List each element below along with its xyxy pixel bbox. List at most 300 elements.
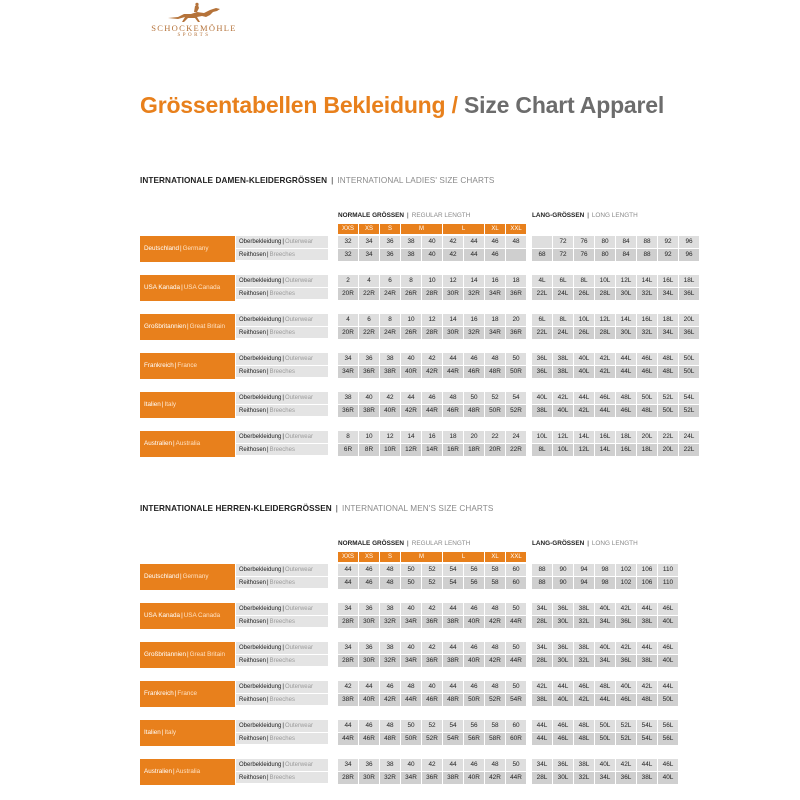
long-length-heading <box>532 540 638 547</box>
size-cell: 38L <box>574 603 594 615</box>
long-values-breeches <box>532 249 700 262</box>
size-header-xl: XL <box>485 224 506 234</box>
size-cell: 20R <box>338 288 358 300</box>
size-cell: 46 <box>464 642 484 654</box>
country-name-separator: | <box>187 323 189 330</box>
size-cell: 38 <box>401 236 421 248</box>
size-cell: 88 <box>532 564 552 576</box>
country-name-de: Italien <box>144 729 161 736</box>
size-cell: 14L <box>616 314 636 326</box>
size-cell: 16R <box>443 444 463 456</box>
country-name-de: Frankreich <box>144 362 174 369</box>
size-cell: 90 <box>553 577 573 589</box>
size-cell: 36R <box>422 616 442 628</box>
outerwear-label-separator: | <box>282 606 284 612</box>
outerwear-label-de: Oberbekleidung <box>239 434 282 440</box>
breeches-label-en: Breeches <box>269 447 295 453</box>
size-cell: 26R <box>401 327 421 339</box>
row-labels <box>236 564 328 589</box>
size-cell: 34R <box>338 366 358 378</box>
size-cell: 38R <box>443 616 463 628</box>
size-cell: 80 <box>595 236 615 248</box>
size-cell: 18L <box>658 314 678 326</box>
size-cell: 54L <box>637 720 657 732</box>
size-cell: 50L <box>637 392 657 404</box>
outerwear-label-separator: | <box>282 434 284 440</box>
long-values-breeches <box>532 577 679 590</box>
country-row <box>140 564 700 590</box>
size-cell: 50 <box>506 759 526 771</box>
size-cell: 18 <box>485 314 505 326</box>
outerwear-label-en: Outerwear <box>284 356 313 362</box>
size-cell: 48L <box>595 681 615 693</box>
page-title <box>140 92 664 119</box>
size-cell: 18 <box>506 275 526 287</box>
country-label <box>140 720 235 746</box>
size-cell: 50 <box>506 681 526 693</box>
breeches-label <box>236 655 328 667</box>
size-cell: 38R <box>443 772 463 784</box>
country-name-de: USA Kanada <box>144 284 181 291</box>
outerwear-label <box>236 431 328 444</box>
size-cell: 32R <box>464 327 484 339</box>
size-cell: 40L <box>658 772 678 784</box>
size-cell: 44L <box>658 681 678 693</box>
size-cell: 46 <box>359 720 379 732</box>
long-length-separator: | <box>587 540 589 547</box>
size-cell: 44L <box>616 353 636 365</box>
size-cell: 36 <box>380 249 400 261</box>
size-cell: 44R <box>401 694 421 706</box>
outerwear-label <box>236 392 328 405</box>
outerwear-label <box>236 275 328 288</box>
size-cell: 30L <box>553 616 573 628</box>
size-cell: 32R <box>380 772 400 784</box>
size-cell: 40R <box>359 694 379 706</box>
regular-values-outerwear <box>338 603 527 616</box>
size-cell: 36L <box>616 655 636 667</box>
size-cell: 60 <box>506 720 526 732</box>
outerwear-label-en: Outerwear <box>284 239 313 245</box>
size-cell: 16L <box>616 444 636 456</box>
size-cell: 40R <box>464 655 484 667</box>
size-cell: 38 <box>401 249 421 261</box>
outerwear-label-en: Outerwear <box>284 684 313 690</box>
breeches-label-en: Breeches <box>269 619 295 625</box>
breeches-label-en: Breeches <box>269 697 295 703</box>
size-cell: 22L <box>658 431 678 443</box>
size-cell: 14L <box>595 444 615 456</box>
size-cell: 44R <box>506 616 526 628</box>
size-cell: 56L <box>658 720 678 732</box>
country-row <box>140 275 700 301</box>
size-cell: 42L <box>637 681 657 693</box>
size-cell: 110 <box>658 577 678 589</box>
size-cell: 22R <box>359 327 379 339</box>
size-cell: 50 <box>401 577 421 589</box>
size-cell: 26R <box>401 288 421 300</box>
size-cell: 40 <box>359 392 379 404</box>
breeches-label-separator: | <box>267 447 269 453</box>
size-cell: 28R <box>338 655 358 667</box>
long-values-outerwear <box>532 681 679 694</box>
brand-logo <box>140 2 248 42</box>
size-cell: 6 <box>380 275 400 287</box>
size-cell: 46 <box>464 353 484 365</box>
outerwear-label <box>236 353 328 366</box>
country-name-en: Germany <box>182 573 209 580</box>
regular-length-separator: | <box>407 540 409 547</box>
size-cell: 46L <box>574 681 594 693</box>
country-name-de: Italien <box>144 401 161 408</box>
section-heading-separator: | <box>335 504 339 513</box>
size-cell: 48 <box>401 681 421 693</box>
size-cell: 42 <box>422 603 442 615</box>
size-cell: 36L <box>532 366 552 378</box>
long-values <box>532 431 700 457</box>
breeches-label-en: Breeches <box>269 252 295 258</box>
long-values-breeches <box>532 405 700 418</box>
size-cell: 72 <box>553 249 573 261</box>
country-name-de: Deutschland <box>144 573 180 580</box>
size-cell: 54R <box>506 694 526 706</box>
regular-length-en: REGULAR LENGTH <box>411 540 471 547</box>
long-length-de: LANG-GRÖSSEN <box>532 212 585 219</box>
country-label <box>140 681 235 707</box>
size-cell: 44 <box>443 603 463 615</box>
outerwear-label-de: Oberbekleidung <box>239 278 282 284</box>
size-cell: 38 <box>380 759 400 771</box>
size-cell: 40R <box>401 366 421 378</box>
size-cell: 42 <box>380 392 400 404</box>
long-values <box>532 275 700 301</box>
outerwear-label-de: Oberbekleidung <box>239 762 282 768</box>
regular-values-outerwear <box>338 642 527 655</box>
size-cell: 46 <box>464 603 484 615</box>
size-cell: 84 <box>616 249 636 261</box>
size-cell: 40 <box>422 249 442 261</box>
size-cell: 40L <box>616 681 636 693</box>
breeches-label <box>236 616 328 628</box>
country-label <box>140 236 235 262</box>
outerwear-label-separator: | <box>282 278 284 284</box>
regular-values <box>338 353 527 379</box>
country-name-separator: | <box>161 729 164 736</box>
size-cell: 44L <box>574 392 594 404</box>
row-labels <box>236 642 328 667</box>
breeches-label-separator: | <box>267 580 269 586</box>
size-cell: 28R <box>422 288 442 300</box>
country-name-en: Germany <box>182 245 209 252</box>
size-cell: 30R <box>443 288 463 300</box>
outerwear-label-en: Outerwear <box>284 395 313 401</box>
size-cell: 44 <box>338 577 358 589</box>
regular-values-outerwear <box>338 314 527 327</box>
long-values-outerwear <box>532 720 679 733</box>
size-cell: 58 <box>485 720 505 732</box>
size-cell: 48 <box>485 681 505 693</box>
outerwear-label-separator: | <box>282 567 284 573</box>
size-cell: 14L <box>637 275 657 287</box>
size-cell: 36L <box>679 288 699 300</box>
size-cell: 4 <box>359 275 379 287</box>
size-cell: 4 <box>338 314 358 326</box>
size-cell: 34L <box>532 642 552 654</box>
size-cell: 46L <box>658 759 678 771</box>
size-cell: 48L <box>616 392 636 404</box>
size-cell: 52R <box>422 733 442 745</box>
size-cell: 94 <box>574 577 594 589</box>
outerwear-label-de: Oberbekleidung <box>239 356 282 362</box>
size-header-bar <box>338 224 527 234</box>
regular-values-breeches <box>338 694 527 707</box>
size-cell: 10L <box>574 314 594 326</box>
size-cell: 34L <box>595 772 615 784</box>
size-cell: 28R <box>338 616 358 628</box>
country-name-de: Großbritannien <box>144 651 186 658</box>
size-cell: 54R <box>443 733 463 745</box>
size-cell: 50 <box>506 603 526 615</box>
section-heading-de: INTERNATIONALE DAMEN-KLEIDERGRÖSSEN <box>140 176 328 185</box>
country-name-separator: | <box>180 573 182 580</box>
outerwear-label <box>236 759 328 772</box>
country-row <box>140 720 700 746</box>
row-labels <box>236 353 328 378</box>
regular-values <box>338 681 527 707</box>
size-cell: 12L <box>574 444 594 456</box>
size-cell: 38L <box>637 772 657 784</box>
size-cell: 36R <box>338 405 358 417</box>
size-cell: 14 <box>443 314 463 326</box>
size-cell: 54 <box>443 564 463 576</box>
regular-values <box>338 603 527 629</box>
regular-values <box>338 314 527 340</box>
size-cell: 46L <box>616 694 636 706</box>
size-cell: 38L <box>553 366 573 378</box>
size-cell: 32R <box>464 288 484 300</box>
outerwear-label-en: Outerwear <box>284 434 313 440</box>
row-labels <box>236 275 328 300</box>
size-cell: 42 <box>422 759 442 771</box>
country-name-separator: | <box>173 440 175 447</box>
size-cell: 40L <box>574 353 594 365</box>
breeches-label <box>236 694 328 706</box>
size-cell: 46 <box>380 681 400 693</box>
size-cell: 40 <box>401 642 421 654</box>
country-row <box>140 431 700 457</box>
size-cell: 40L <box>658 616 678 628</box>
long-values <box>532 392 700 418</box>
outerwear-label <box>236 720 328 733</box>
size-cell: 98 <box>595 577 615 589</box>
breeches-label-de: Reithosen <box>239 252 267 258</box>
size-cell: 18 <box>443 431 463 443</box>
size-cell: 56 <box>464 564 484 576</box>
size-cell: 24R <box>380 327 400 339</box>
size-cell: 40 <box>422 236 442 248</box>
size-cell: 34 <box>338 353 358 365</box>
size-cell: 46L <box>553 720 573 732</box>
size-cell: 30L <box>616 288 636 300</box>
size-cell: 44L <box>637 759 657 771</box>
long-values-breeches <box>532 288 700 301</box>
size-cell: 42R <box>485 616 505 628</box>
size-cell <box>532 236 552 248</box>
size-cell: 6L <box>532 314 552 326</box>
brand-subtitle: SPORTS <box>177 33 211 38</box>
size-header-xs: XS <box>359 224 380 234</box>
size-header-xxl: XXL <box>506 552 527 562</box>
country-name-separator: | <box>174 690 177 697</box>
size-cell: 6 <box>359 314 379 326</box>
long-values-outerwear <box>532 236 700 249</box>
breeches-label <box>236 288 328 300</box>
size-cell: 34L <box>658 288 678 300</box>
country-name-separator: | <box>180 245 182 252</box>
size-cell: 24 <box>506 431 526 443</box>
size-cell: 58 <box>485 564 505 576</box>
size-cell: 6L <box>553 275 573 287</box>
outerwear-label-en: Outerwear <box>284 762 313 768</box>
size-cell: 88 <box>637 249 657 261</box>
size-cell: 48L <box>574 720 594 732</box>
size-cell: 20R <box>485 444 505 456</box>
breeches-label-en: Breeches <box>269 369 295 375</box>
country-name-de: Großbritannien <box>144 323 186 330</box>
breeches-label-separator: | <box>267 619 269 625</box>
outerwear-label <box>236 681 328 694</box>
size-cell: 32L <box>574 772 594 784</box>
size-cell: 48R <box>485 366 505 378</box>
size-cell: 38L <box>637 655 657 667</box>
size-header-l: L <box>443 552 485 562</box>
breeches-label-de: Reithosen <box>239 291 267 297</box>
long-length-en: LONG LENGTH <box>591 540 638 547</box>
regular-length-en: REGULAR LENGTH <box>411 212 471 219</box>
outerwear-label <box>236 236 328 249</box>
size-header-xl: XL <box>485 552 506 562</box>
regular-values-breeches <box>338 444 527 457</box>
long-values-outerwear <box>532 353 700 366</box>
size-cell: 56L <box>658 733 678 745</box>
size-cell: 54L <box>637 733 657 745</box>
size-cell: 38R <box>338 694 358 706</box>
size-cell: 24L <box>679 431 699 443</box>
long-values-breeches <box>532 655 679 668</box>
size-cell: 32L <box>574 616 594 628</box>
size-cell: 50 <box>401 564 421 576</box>
size-cell: 44L <box>532 733 552 745</box>
size-cell: 40L <box>532 392 552 404</box>
long-values-outerwear <box>532 759 679 772</box>
country-name-separator: | <box>161 401 164 408</box>
size-cell: 14R <box>422 444 442 456</box>
outerwear-label-separator: | <box>282 723 284 729</box>
size-cell: 10 <box>401 314 421 326</box>
size-cell: 8 <box>380 314 400 326</box>
size-cell: 40 <box>401 353 421 365</box>
size-cell: 38L <box>532 694 552 706</box>
size-cell: 44L <box>553 681 573 693</box>
long-values-outerwear <box>532 431 700 444</box>
regular-values-outerwear <box>338 353 527 366</box>
section-heading-en: INTERNATIONAL LADIES' SIZE CHARTS <box>337 176 495 185</box>
outerwear-label-de: Oberbekleidung <box>239 723 282 729</box>
ladies-size-chart <box>140 176 700 466</box>
size-cell: 48R <box>443 694 463 706</box>
size-cell: 48L <box>574 733 594 745</box>
size-header-m: M <box>401 224 443 234</box>
size-cell: 54 <box>443 577 463 589</box>
size-cell: 42L <box>595 366 615 378</box>
size-cell: 96 <box>679 249 699 261</box>
country-label <box>140 353 235 379</box>
outerwear-label-separator: | <box>282 762 284 768</box>
size-cell: 42L <box>616 759 636 771</box>
country-label <box>140 431 235 457</box>
size-cell: 22L <box>532 288 552 300</box>
page-title-de: Grössentabellen Bekleidung <box>140 92 446 118</box>
size-cell: 34 <box>338 603 358 615</box>
size-cell: 40 <box>401 603 421 615</box>
outerwear-label-separator: | <box>282 645 284 651</box>
size-cell: 50L <box>595 733 615 745</box>
size-cell: 30L <box>616 327 636 339</box>
breeches-label <box>236 577 328 589</box>
size-cell: 42L <box>532 681 552 693</box>
country-label <box>140 759 235 785</box>
long-values-breeches <box>532 772 679 785</box>
size-cell: 18R <box>464 444 484 456</box>
breeches-label-separator: | <box>267 658 269 664</box>
breeches-label <box>236 733 328 745</box>
size-cell: 34 <box>359 249 379 261</box>
country-name-en: Italy <box>164 401 177 408</box>
size-cell: 50L <box>658 405 678 417</box>
size-cell: 32L <box>637 327 657 339</box>
size-cell: 36 <box>359 353 379 365</box>
size-cell: 48L <box>637 405 657 417</box>
country-label <box>140 642 235 668</box>
breeches-label-de: Reithosen <box>239 580 267 586</box>
outerwear-label <box>236 642 328 655</box>
breeches-label-en: Breeches <box>269 291 295 297</box>
size-cell: 22 <box>485 431 505 443</box>
size-cell: 36L <box>553 759 573 771</box>
regular-values-outerwear <box>338 275 527 288</box>
regular-values-breeches <box>338 249 527 262</box>
row-labels <box>236 431 328 456</box>
size-cell: 32L <box>637 288 657 300</box>
size-cell: 16L <box>595 431 615 443</box>
size-cell: 42R <box>401 405 421 417</box>
country-label <box>140 314 235 340</box>
section-heading-en: INTERNATIONAL MEN'S SIZE CHARTS <box>342 504 494 513</box>
breeches-label <box>236 249 328 261</box>
outerwear-label-en: Outerwear <box>284 278 313 284</box>
size-cell: 34L <box>532 603 552 615</box>
size-header-s: S <box>380 552 401 562</box>
size-cell: 48R <box>464 405 484 417</box>
row-labels <box>236 392 328 417</box>
country-name-de: Frankreich <box>144 690 174 697</box>
regular-values <box>338 431 527 457</box>
size-cell: 24R <box>380 288 400 300</box>
size-cell: 24L <box>553 288 573 300</box>
size-cell: 102 <box>616 564 636 576</box>
size-header-l: L <box>443 224 485 234</box>
size-cell: 40L <box>595 759 615 771</box>
